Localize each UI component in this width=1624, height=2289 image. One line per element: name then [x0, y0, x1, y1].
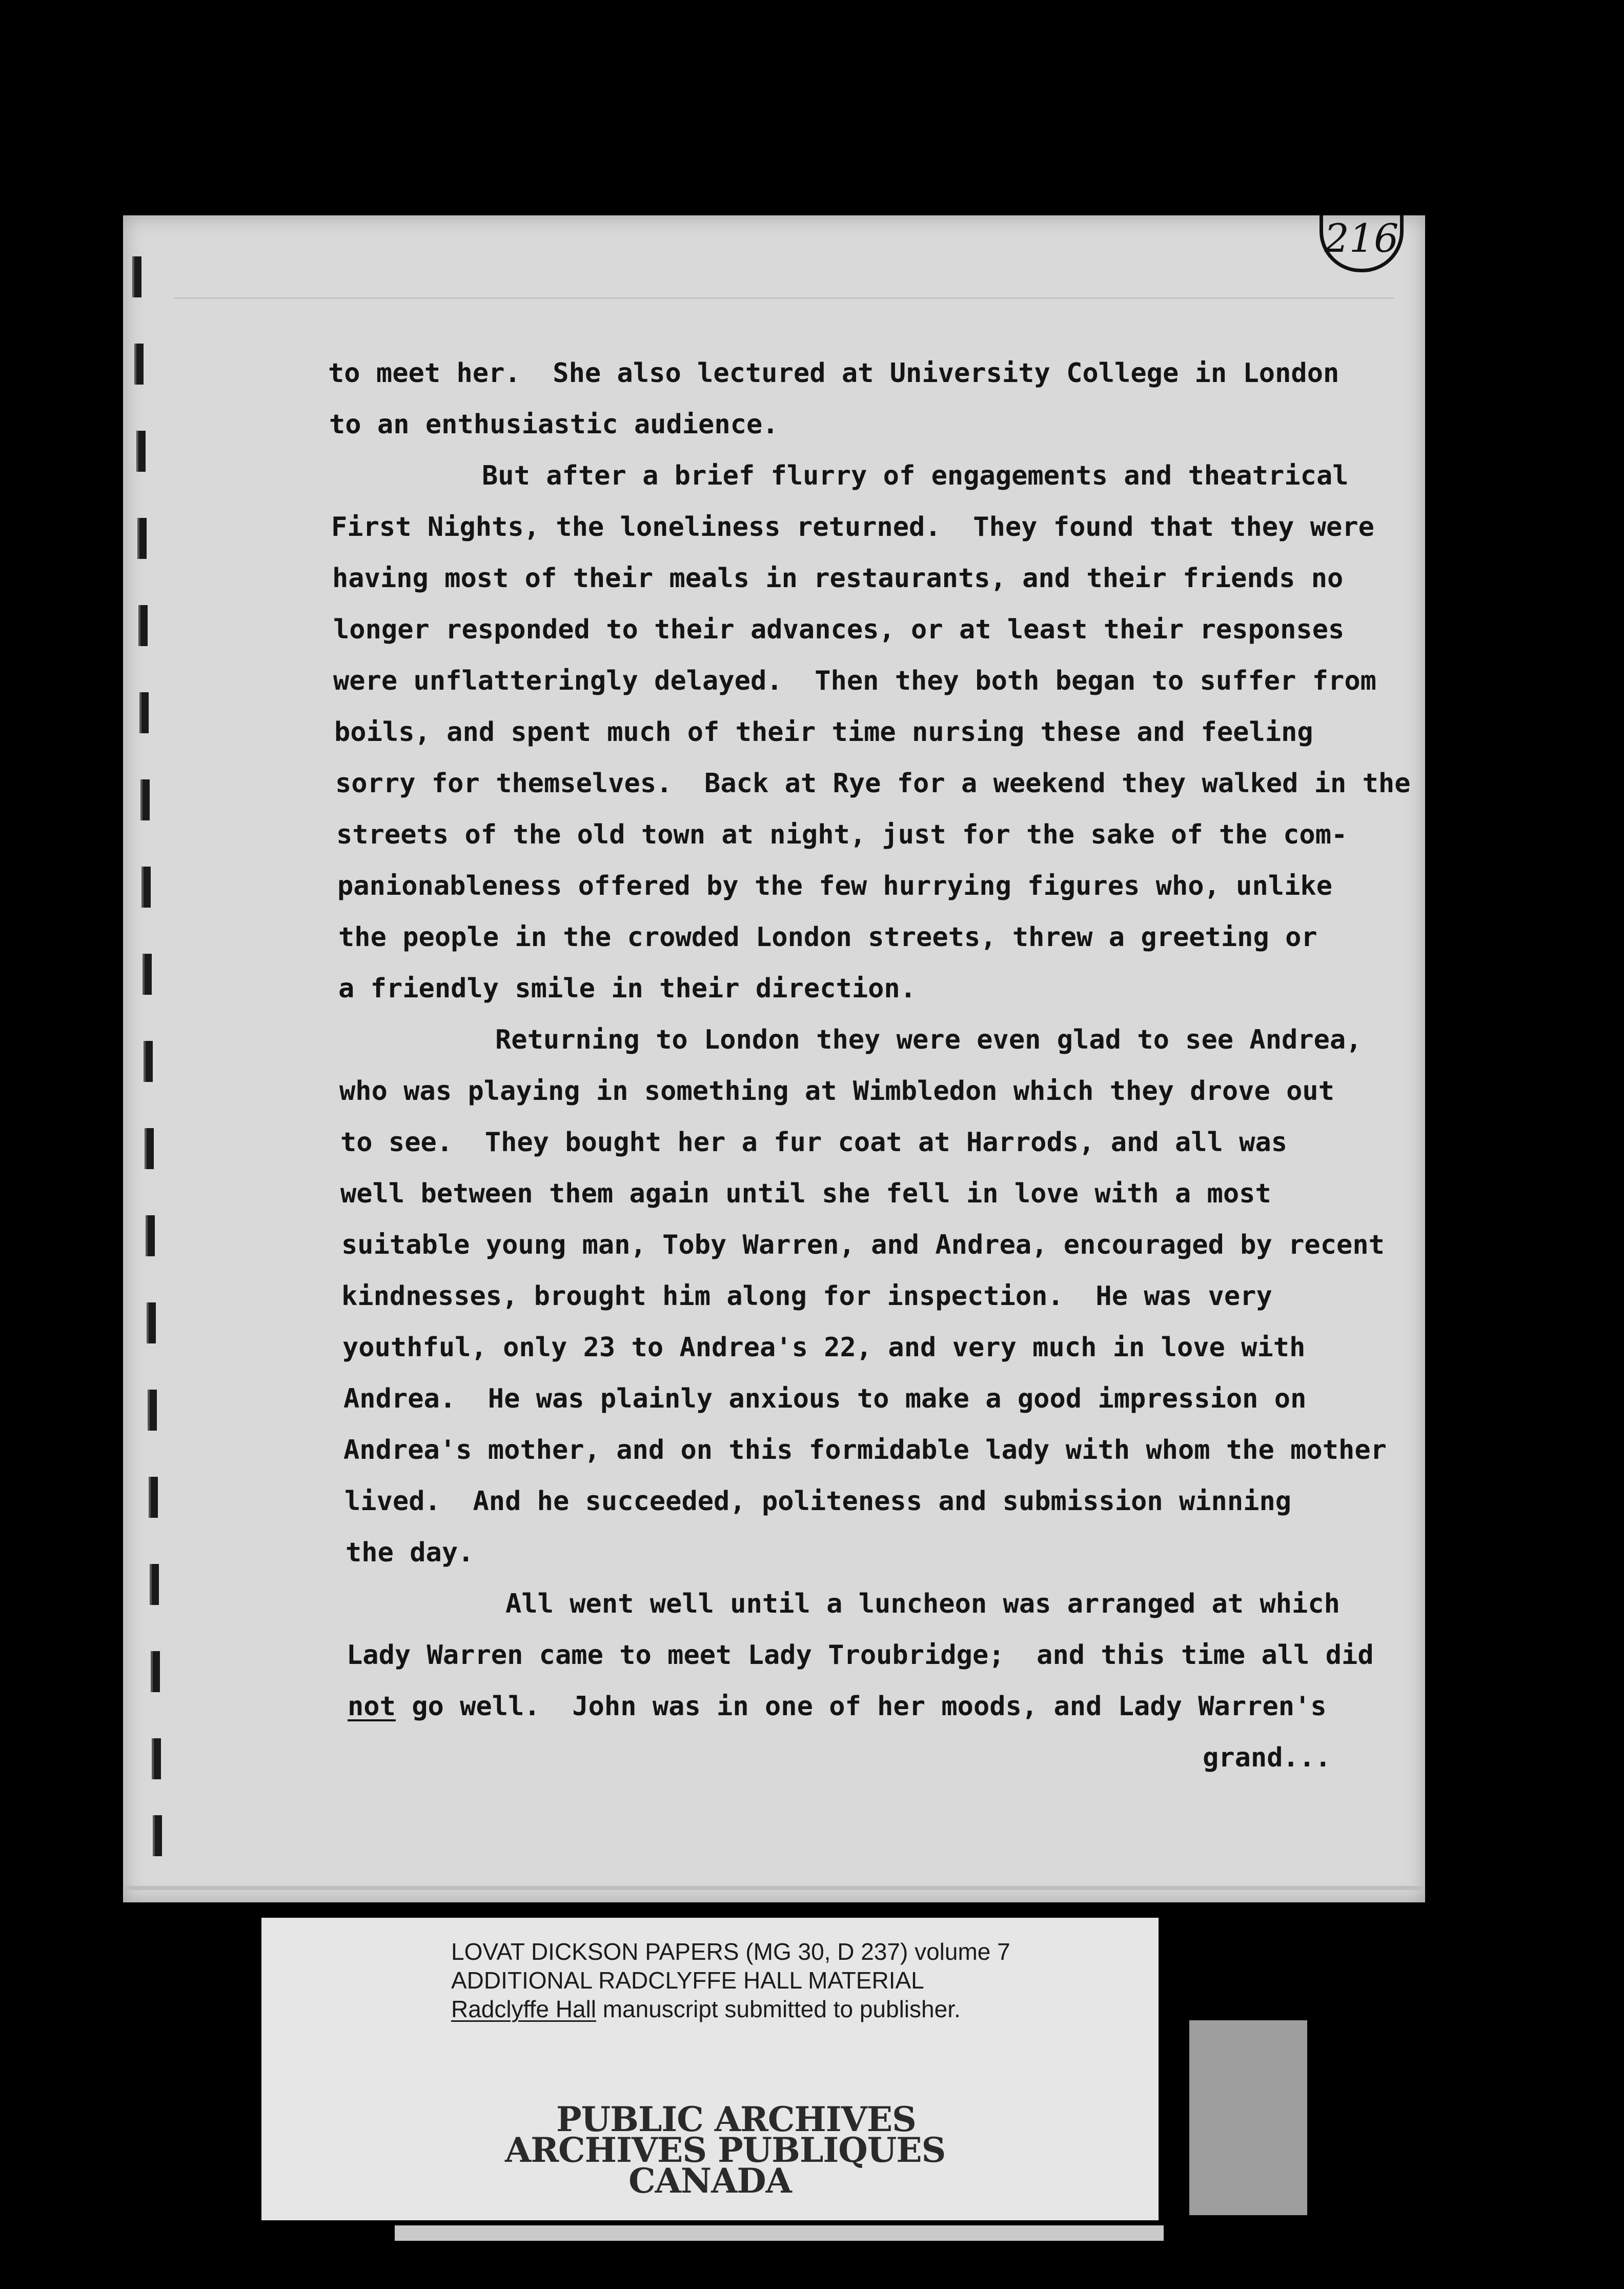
- label-bottom-strip: [395, 2225, 1164, 2241]
- binder-hole-mark: [143, 954, 152, 995]
- body-line: the people in the crowded London streets, threw a greeting or: [338, 922, 1317, 953]
- body-line: to meet her. She also lectured at University College in London: [328, 358, 1339, 389]
- body-line: Lady Warren came to meet Lady Troubridge; and this time all did: [347, 1640, 1374, 1671]
- archive-label-card: [261, 1918, 1159, 2220]
- page-rule: [174, 297, 1394, 299]
- binder-hole-mark: [138, 605, 148, 646]
- binder-hole-mark: [134, 344, 144, 385]
- binder-hole-mark: [147, 1302, 156, 1343]
- body-line: suitable young man, Toby Warren, and Andrea, encouraged by recent: [341, 1230, 1385, 1260]
- binder-hole-mark: [139, 692, 149, 733]
- body-line: were unflatteringly delayed. Then they both began to suffer from: [333, 666, 1376, 696]
- body-line: kindnesses, brought him along for inspection. He was very: [341, 1281, 1272, 1312]
- manuscript-page: [123, 215, 1425, 1902]
- body-line: panionableness offered by the few hurrying figures who, unlike: [337, 871, 1333, 901]
- page-bottom-edge: [123, 1886, 1425, 1890]
- body-line: a friendly smile in their direction.: [338, 973, 917, 1004]
- body-line: youthful, only 23 to Andrea's 22, and very much in love with: [342, 1332, 1306, 1363]
- body-line: to an enthusiastic audience.: [329, 409, 779, 440]
- binder-hole-mark: [132, 256, 141, 297]
- archive-label-line: ADDITIONAL RADCLYFFE HALL MATERIAL: [451, 1967, 924, 1994]
- body-line: to see. They bought her a fur coat at Harrods, and all was: [340, 1127, 1288, 1158]
- body-line: All went well until a luncheon was arranged at which: [505, 1589, 1340, 1619]
- body-line-last: [348, 1691, 1327, 1722]
- archive-label-line-rest: manuscript submitted to publisher.: [596, 1996, 961, 2022]
- binder-hole-mark: [151, 1651, 160, 1692]
- body-line: But after a brief flurry of engagements and theatrical: [482, 460, 1349, 491]
- body-line: streets of the old town at night, just for the sake of the com-: [336, 819, 1348, 850]
- binder-hole-mark: [148, 1390, 157, 1431]
- archive-label-underlined-name: Radclyffe Hall: [451, 1996, 596, 2022]
- binder-hole-mark: [137, 518, 147, 559]
- binder-hole-mark: [149, 1477, 158, 1518]
- body-line: boils, and spent much of their time nursing these and feeling: [334, 717, 1313, 748]
- binder-hole-mark: [146, 1215, 155, 1256]
- body-line: who was playing in something at Wimbledon which they drove out: [339, 1076, 1335, 1107]
- binder-hole-mark: [145, 1128, 154, 1169]
- last-line-rest: go well. John was in one of her moods, and Lady Warren's: [395, 1691, 1327, 1722]
- body-line: Andrea. He was plainly anxious to make a good impression on: [343, 1383, 1307, 1414]
- body-line: Andrea's mother, and on this formidable lady with whom the mother: [343, 1435, 1387, 1465]
- continuation-catchword: grand...: [1203, 1742, 1331, 1773]
- archive-stamp-line: ARCHIVES PUBLIQUES: [505, 2130, 946, 2170]
- body-line: well between them again until she fell in love with a most: [340, 1178, 1271, 1209]
- page-number-circle: 216: [1320, 215, 1404, 272]
- body-line: the day.: [346, 1537, 474, 1568]
- binder-hole-mark: [152, 1738, 161, 1779]
- binder-hole-mark: [150, 1564, 159, 1605]
- binder-hole-mark: [141, 867, 151, 908]
- body-line: sorry for themselves. Back at Rye for a weekend they walked in the: [335, 768, 1411, 799]
- underlined-word: not: [348, 1691, 396, 1722]
- body-line: First Nights, the loneliness returned. They found that they were: [331, 512, 1374, 543]
- body-line: lived. And he succeeded, politeness and submission winning: [344, 1486, 1292, 1517]
- body-line: longer responded to their advances, or at least their responses: [333, 614, 1345, 645]
- body-line: Returning to London they were even glad to see Andrea,: [495, 1025, 1362, 1055]
- binder-hole-mark: [144, 1041, 153, 1082]
- body-line: having most of their meals in restaurants, and their friends no: [332, 563, 1344, 594]
- archive-stamp-line: PUBLIC ARCHIVES: [556, 2099, 916, 2139]
- archive-label-line: LOVAT DICKSON PAPERS (MG 30, D 237) volume 7: [451, 1938, 1010, 1965]
- archive-stamp-line: CANADA: [628, 2161, 791, 2201]
- archive-label-line: [451, 1996, 961, 2022]
- label-tab-right: [1189, 2020, 1307, 2215]
- binder-hole-mark: [153, 1815, 162, 1856]
- binder-hole-mark: [140, 779, 150, 820]
- binder-hole-mark: [136, 431, 146, 472]
